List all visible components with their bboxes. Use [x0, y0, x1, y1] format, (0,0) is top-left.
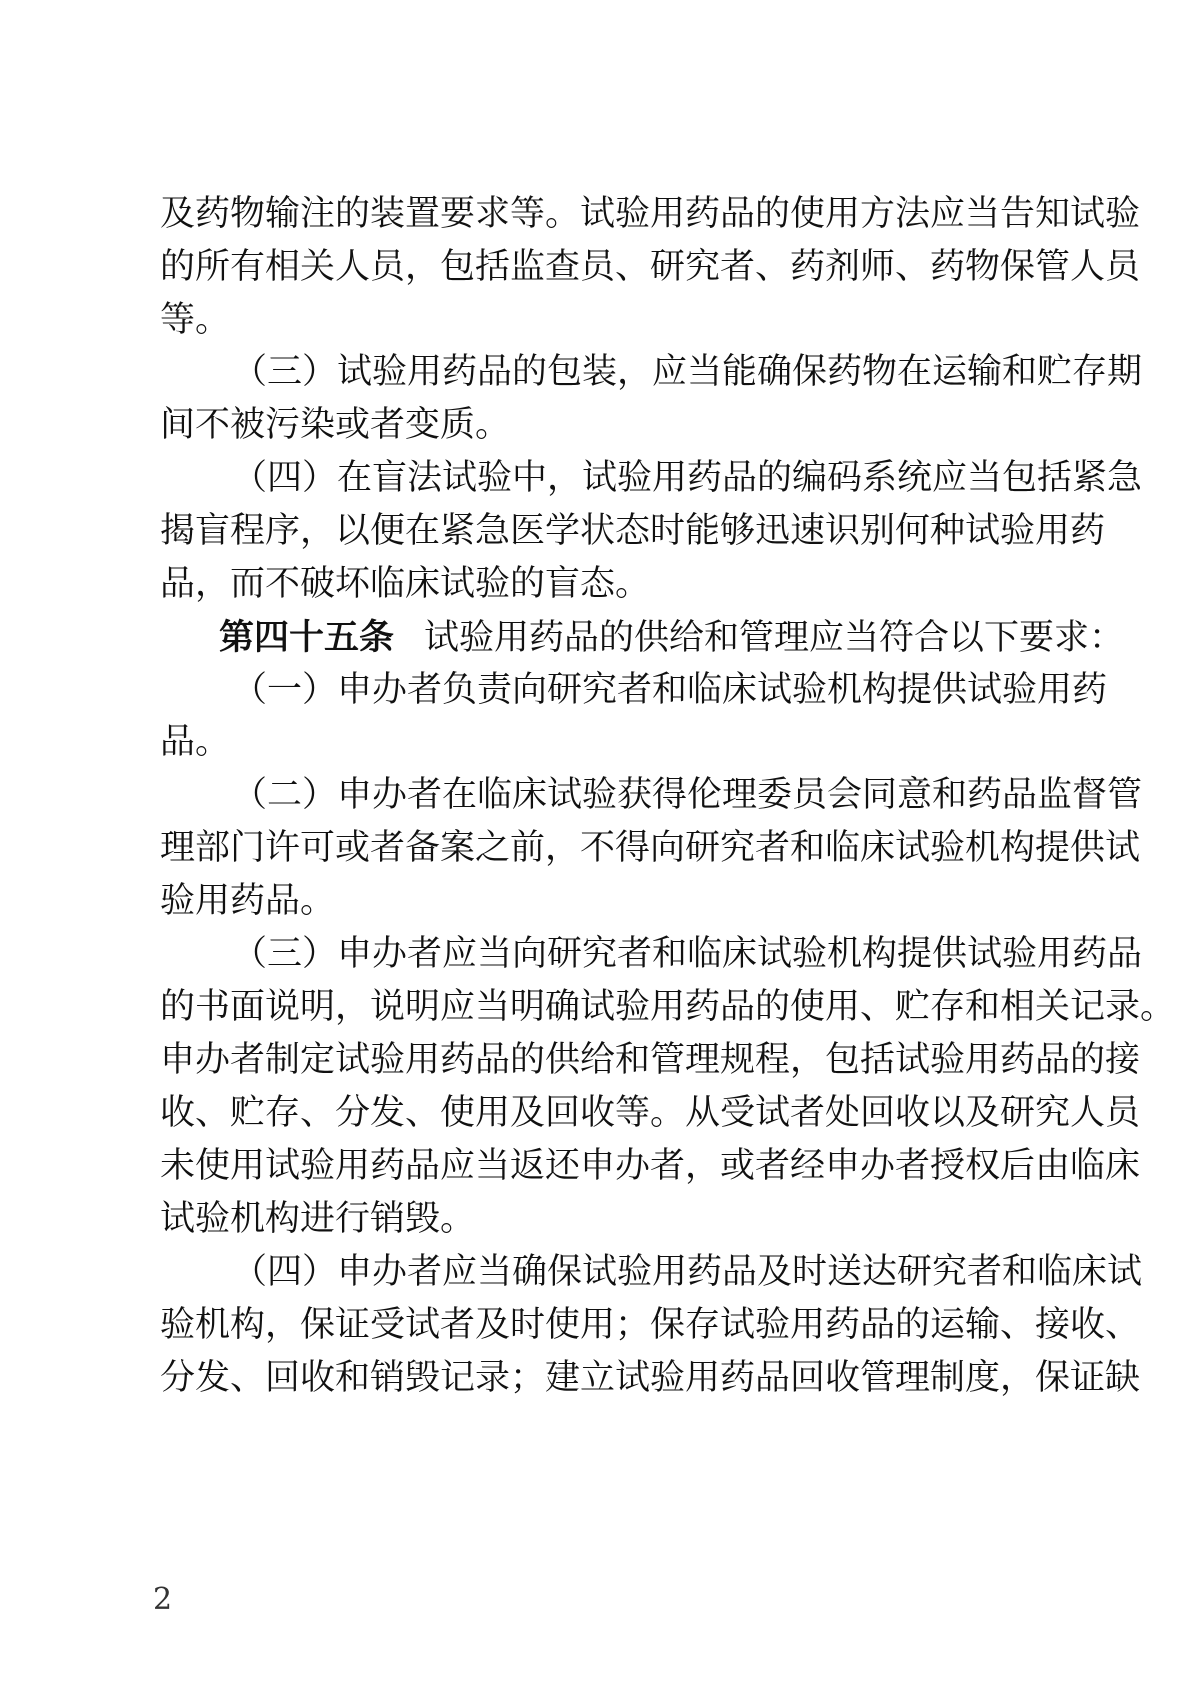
- text-line: 验机构，保证受试者及时使用；保存试验用药品的运输、接收、: [160, 1305, 1141, 1345]
- article-text: 试验用药品的供给和管理应当符合以下要求：: [424, 618, 1125, 658]
- text-line: 的所有相关人员，包括监查员、研究者、药剂师、药物保管人员: [160, 247, 1141, 287]
- article-line: [219, 612, 1125, 664]
- text-line: 申办者制定试验用药品的供给和管理规程，包括试验用药品的接: [160, 1040, 1141, 1080]
- text-line: 分发、回收和销毁记录；建立试验用药品回收管理制度，保证缺: [160, 1358, 1141, 1398]
- text-line: 揭盲程序，以便在紧急医学状态时能够迅速识别何种试验用药: [160, 511, 1106, 551]
- text-line: 及药物输注的装置要求等。试验用药品的使用方法应当告知试验: [160, 194, 1141, 234]
- text-line: 验用药品。: [160, 881, 336, 921]
- text-line: 品。: [160, 722, 231, 762]
- text-line: （二）申办者在临床试验获得伦理委员会同意和药品监督管: [232, 775, 1143, 815]
- page-number: 2: [153, 1582, 173, 1617]
- text-line: 理部门许可或者备案之前，不得向研究者和临床试验机构提供试: [160, 828, 1141, 868]
- article-heading: 第四十五条: [219, 618, 395, 658]
- text-line: 的书面说明，说明应当明确试验用药品的使用、贮存和相关记录。: [160, 987, 1176, 1027]
- text-line: 品，而不破坏临床试验的盲态。: [160, 564, 651, 604]
- text-line: 间不被污染或者变质。: [160, 405, 511, 445]
- text-line: （四）在盲法试验中，试验用药品的编码系统应当包括紧急: [232, 458, 1143, 498]
- text-line: （四）申办者应当确保试验用药品及时送达研究者和临床试: [232, 1252, 1143, 1292]
- text-line: 等。: [160, 300, 231, 340]
- text-line: 未使用试验用药品应当返还申办者，或者经申办者授权后由临床: [160, 1146, 1141, 1186]
- text-line: 收、贮存、分发、使用及回收等。从受试者处回收以及研究人员: [160, 1093, 1141, 1133]
- text-line: （三）申办者应当向研究者和临床试验机构提供试验用药品: [232, 934, 1143, 974]
- text-line: 试验机构进行销毁。: [160, 1199, 476, 1239]
- text-line: （三）试验用药品的包装，应当能确保药物在运输和贮存期: [232, 352, 1143, 392]
- text-line: （一）申办者负责向研究者和临床试验机构提供试验用药: [232, 670, 1108, 710]
